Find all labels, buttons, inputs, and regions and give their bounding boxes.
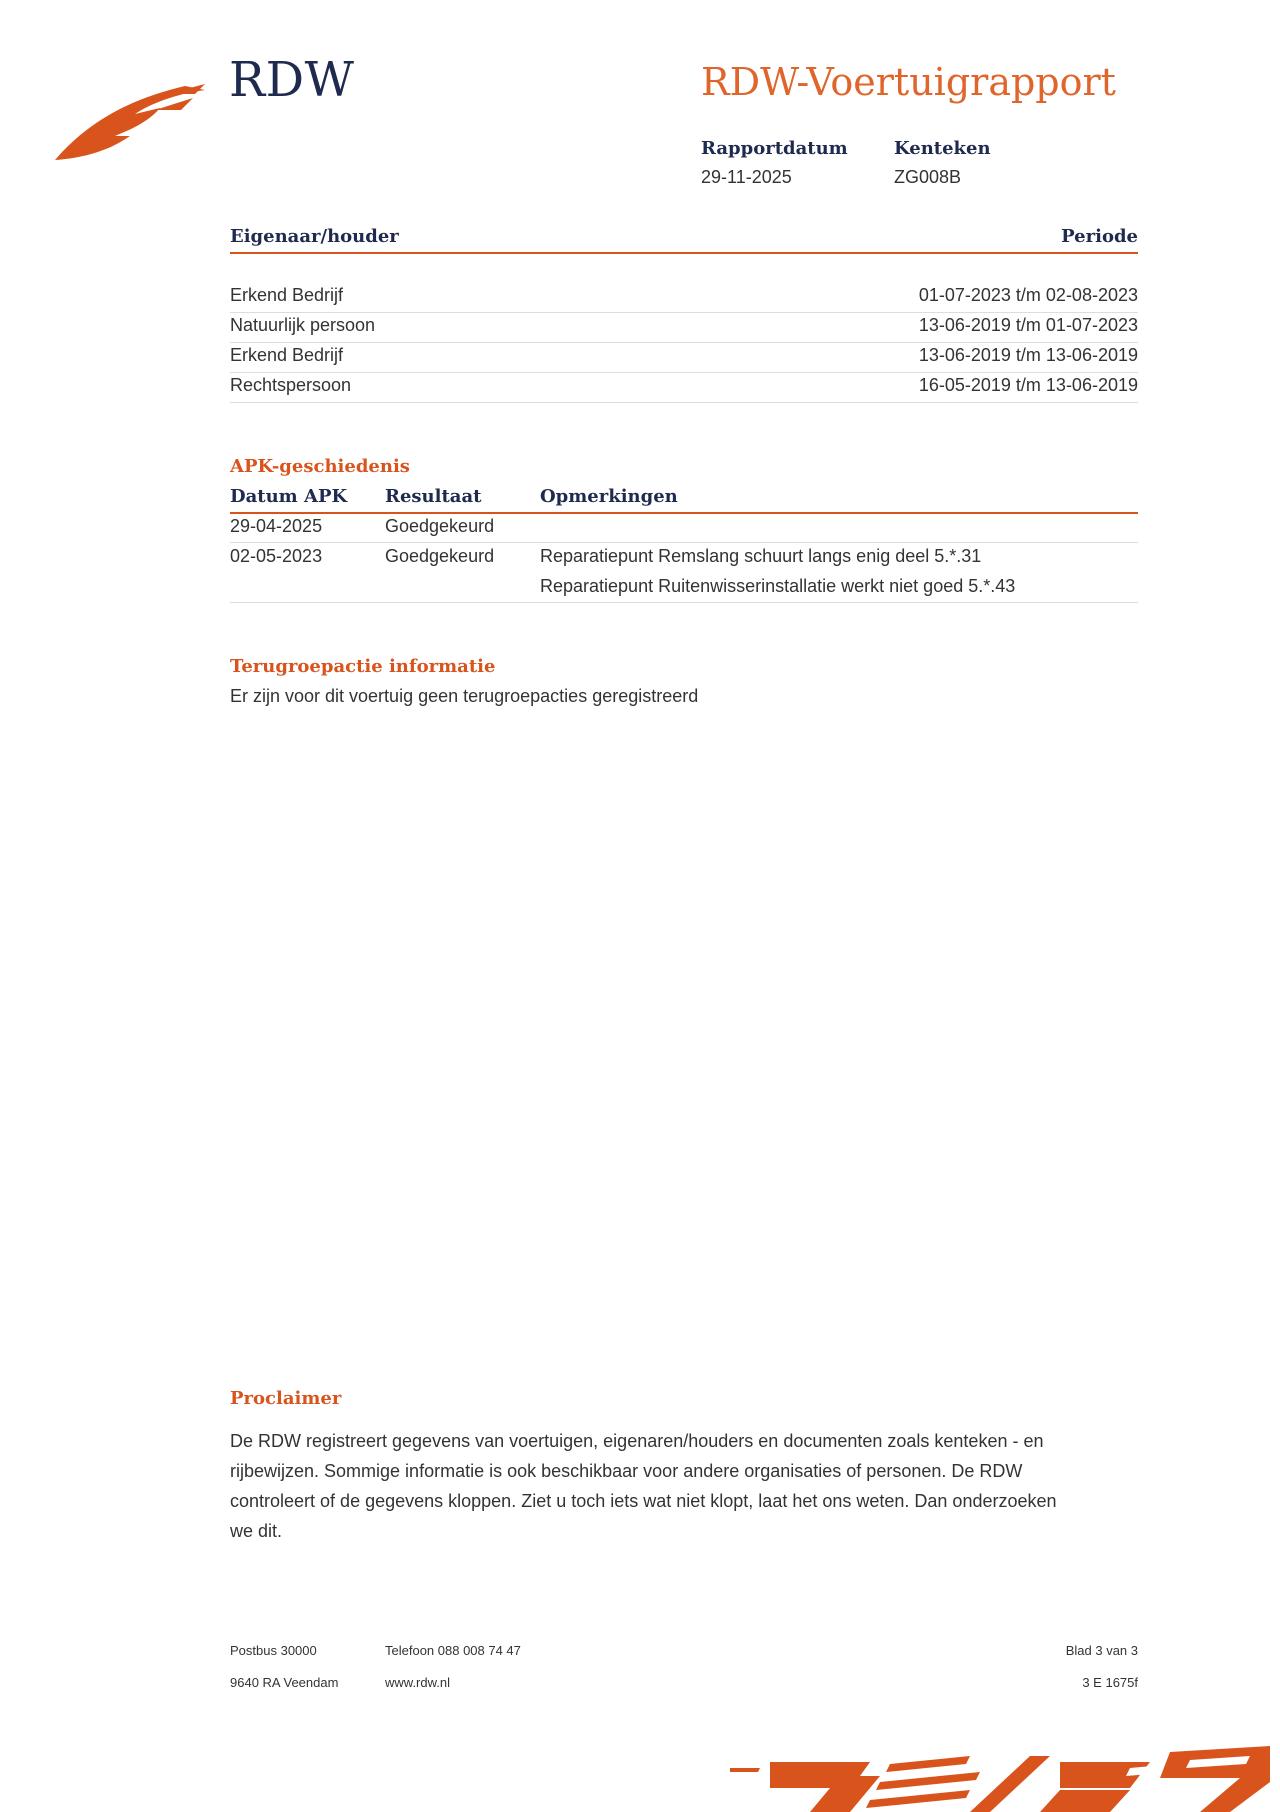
row-divider [230,602,1138,603]
period-cell: 01-07-2023 t/m 02-08-2023 [918,285,1138,305]
footer-po-box: Postbus 30000 [230,1643,317,1658]
proclaimer-line: we dit. [230,1521,283,1541]
apk-section-title: APK-geschiedenis [230,456,410,477]
proclaimer-line: controleert of de gegevens kloppen. Ziet u toch iets wat niet klopt, laat het ons weten. Dan onderzoeken [230,1491,1057,1511]
apk-date-cell: 02-05-2023 [230,546,323,566]
footer-postal-city: 9640 RA Veendam [230,1675,339,1690]
row-divider [230,372,1138,373]
owner-cell: Erkend Bedrijf [230,285,344,305]
apk-col-result: Resultaat [385,486,482,507]
recall-section-title: Terugroepactie informatie [230,656,496,677]
apk-result-cell: Goedgekeurd [385,516,495,536]
rdw-logo-text: RDW [229,52,355,108]
plate-value: ZG008B [894,167,962,187]
report-title: RDW-Voertuigrapport [701,60,1116,104]
report-date-label: Rapportdatum [701,138,848,159]
recall-text: Er zijn voor dit voertuig geen terugroepacties geregistreerd [230,686,699,706]
owners-col-owner: Eigenaar/houder [230,226,399,247]
report-date-value: 29-11-2025 [701,167,792,187]
plate-label: Kenteken [894,138,991,159]
footer-page-number: Blad 3 van 3 [1065,1643,1138,1658]
owners-col-period: Periode [1061,226,1138,247]
footer-phone: Telefoon 088 008 74 47 [385,1643,521,1658]
row-divider [230,342,1138,343]
decorative-stripes-graphic [730,1742,1270,1812]
rdw-logo-mark [55,80,215,162]
footer-doc-code: 3 E 1675f [1082,1675,1138,1690]
proclaimer-body [230,1426,1160,1546]
apk-remark-cell: Reparatiepunt Ruitenwisserinstallatie werkt niet goed 5.*.43 [540,576,1016,596]
apk-col-remarks: Opmerkingen [540,486,678,507]
apk-remark-cell: Reparatiepunt Remslang schuurt langs enig deel 5.*.31 [540,546,982,566]
period-cell: 16-05-2019 t/m 13-06-2019 [918,375,1138,395]
apk-date-cell: 29-04-2025 [230,516,323,536]
owner-cell: Natuurlijk persoon [230,315,376,335]
footer-website[interactable]: www.rdw.nl [385,1675,451,1690]
row-divider [230,402,1138,403]
apk-result-cell: Goedgekeurd [385,546,495,566]
owner-cell: Rechtspersoon [230,375,352,395]
owner-cell: Erkend Bedrijf [230,345,344,365]
proclaimer-line: rijbewijzen. Sommige informatie is ook beschikbaar voor andere organisaties of personen. De RDW [230,1461,1023,1481]
period-cell: 13-06-2019 t/m 13-06-2019 [918,345,1138,365]
proclaimer-title: Proclaimer [230,1388,342,1409]
apk-col-date: Datum APK [230,486,348,507]
proclaimer-line: De RDW registreert gegevens van voertuigen, eigenaren/houders en documenten zoals kenteken - en [230,1431,1044,1451]
row-divider [230,312,1138,313]
period-cell: 13-06-2019 t/m 01-07-2023 [918,315,1138,335]
apk-header-rule [230,512,1138,514]
owners-header-rule [230,252,1138,254]
row-divider [230,542,1138,543]
